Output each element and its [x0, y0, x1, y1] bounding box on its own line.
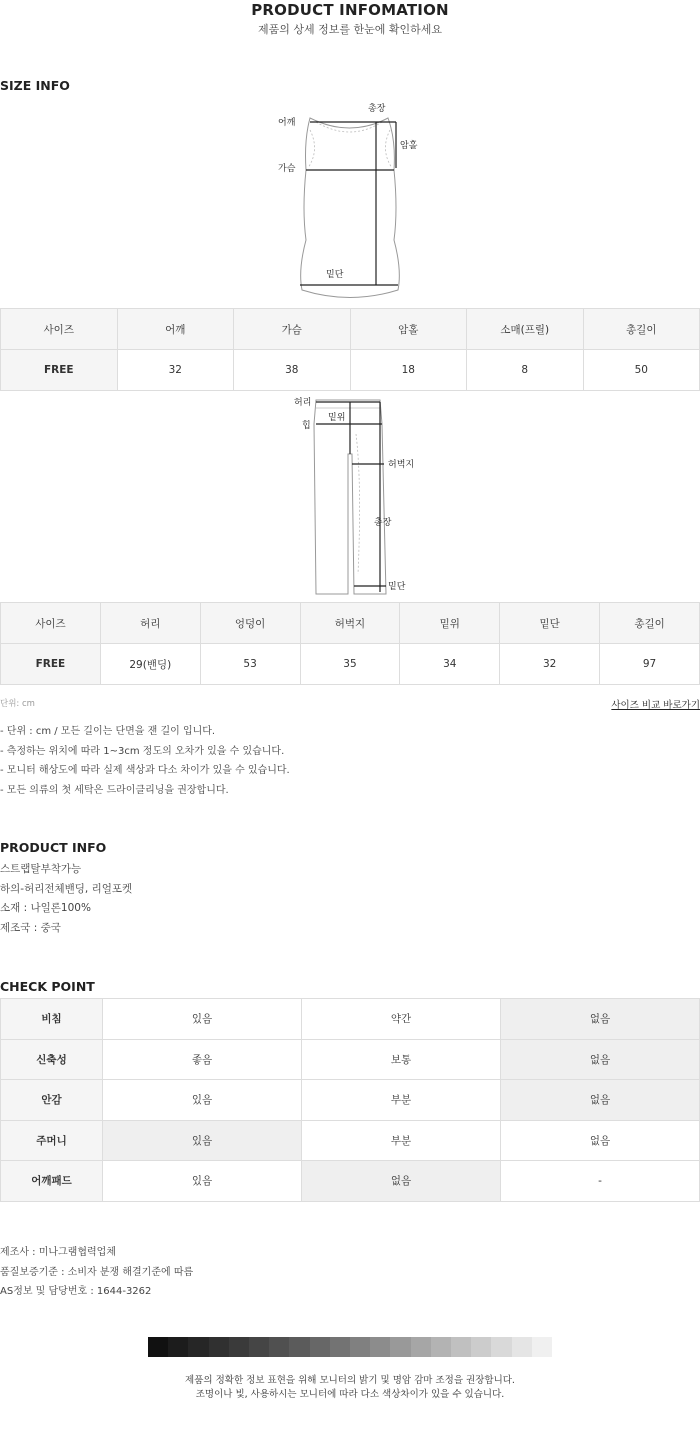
- table-cell: 32: [117, 350, 234, 391]
- top-size-table: [0, 308, 700, 391]
- grayscale-calibration-bar: [148, 1337, 552, 1357]
- monitor-disclaimer: [0, 1374, 700, 1401]
- check-option: 있음: [103, 1161, 302, 1202]
- pants-size-table: [0, 602, 700, 685]
- check-option: 없음: [501, 999, 700, 1040]
- page-title: PRODUCT INFOMATION: [251, 1, 449, 19]
- table-header-cell: 밑단: [500, 603, 600, 644]
- gray-swatch: [310, 1337, 330, 1357]
- gray-swatch: [370, 1337, 390, 1357]
- size-compare-link[interactable]: 사이즈 비교 바로가기: [611, 700, 700, 711]
- table-header-cell: 어깨: [117, 309, 234, 350]
- table-cell: 29(밴딩): [100, 644, 200, 685]
- table-header-cell: 사이즈: [1, 603, 101, 644]
- table-cell: 53: [200, 644, 300, 685]
- rise-label: 밑위: [328, 413, 346, 423]
- gray-swatch: [188, 1337, 208, 1357]
- note-line: - 단위 : cm / 모든 길이는 단면을 잰 길이 입니다.: [0, 726, 216, 737]
- check-label: 주머니: [1, 1120, 103, 1161]
- check-label: 비침: [1, 999, 103, 1040]
- check-row: [1, 999, 700, 1040]
- gray-swatch: [491, 1337, 511, 1357]
- note-line: - 측정하는 위치에 따라 1~3cm 정도의 오차가 있을 수 있습니다.: [0, 745, 285, 757]
- gray-swatch: [512, 1337, 532, 1357]
- hem-label: 밑단: [388, 582, 406, 592]
- table-cell: 97: [600, 644, 700, 685]
- check-point-title: CHECK POINT: [0, 979, 95, 994]
- shoulder-label: 어깨: [278, 118, 296, 128]
- table-row: [1, 644, 700, 685]
- table-cell: FREE: [1, 644, 101, 685]
- table-header-cell: 사이즈: [1, 309, 118, 350]
- check-option: 없음: [501, 1080, 700, 1121]
- table-cell: 8: [467, 350, 584, 391]
- length-label: 총장: [374, 518, 392, 528]
- check-option: 약간: [302, 999, 501, 1040]
- table-header-cell: 가슴: [234, 309, 351, 350]
- check-option: 없음: [302, 1161, 501, 1202]
- table-header-cell: 암홀: [350, 309, 467, 350]
- check-option: 없음: [501, 1120, 700, 1161]
- table-header-cell: 총길이: [583, 309, 700, 350]
- gray-swatch: [269, 1337, 289, 1357]
- gray-swatch: [330, 1337, 350, 1357]
- check-label: 안감: [1, 1080, 103, 1121]
- size-info-title: SIZE INFO: [0, 78, 70, 93]
- product-info-title: PRODUCT INFO: [0, 840, 107, 855]
- product-info-lines: [0, 860, 132, 938]
- chest-label: 가슴: [278, 164, 296, 174]
- check-option: 좋음: [103, 1039, 302, 1080]
- unit-note: 단위: cm: [0, 699, 35, 709]
- gray-swatch: [229, 1337, 249, 1357]
- product-info-line: 하의-허리전체밴딩, 리얼포켓: [0, 882, 133, 895]
- table-cell: 35: [300, 644, 400, 685]
- footer-line: AS정보 및 담당번호 : 1644-3262: [0, 1286, 152, 1297]
- table-cell: 18: [350, 350, 467, 391]
- table-header-cell: 엉덩이: [200, 603, 300, 644]
- table-header-cell: 허벅지: [300, 603, 400, 644]
- check-row: [1, 1039, 700, 1080]
- check-point-table: [0, 998, 700, 1202]
- armhole-label: 암홀: [400, 141, 418, 151]
- check-option: 있음: [103, 1120, 302, 1161]
- disclaimer-line: 제품의 정확한 정보 표현을 위해 모니터의 밝기 및 명암 감마 조정을 권장합니다.: [185, 1375, 515, 1386]
- table-cell: 34: [400, 644, 500, 685]
- check-option: -: [501, 1161, 700, 1202]
- note-line: - 모니터 해상도에 따라 실제 색상과 다소 차이가 있을 수 있습니다.: [0, 765, 290, 777]
- check-option: 보통: [302, 1039, 501, 1080]
- size-notes: [0, 722, 290, 800]
- gray-swatch: [289, 1337, 309, 1357]
- top-outline: [301, 118, 400, 298]
- gray-swatch: [350, 1337, 370, 1357]
- gray-swatch: [209, 1337, 229, 1357]
- gray-swatch: [249, 1337, 269, 1357]
- table-row: [1, 350, 700, 391]
- note-line: - 모든 의류의 첫 세탁은 드라이클리닝을 권장합니다.: [0, 784, 229, 796]
- product-info-line: 스트랩탈부착가능: [0, 863, 82, 875]
- check-row: [1, 1080, 700, 1121]
- manufacturer-info: [0, 1243, 193, 1302]
- table-header-cell: 총길이: [600, 603, 700, 644]
- table-cell: 32: [500, 644, 600, 685]
- check-row: [1, 1120, 700, 1161]
- check-label: 신축성: [1, 1039, 103, 1080]
- check-option: 있음: [103, 999, 302, 1040]
- table-cell: 38: [234, 350, 351, 391]
- check-row: [1, 1161, 700, 1202]
- table-header-row: [1, 309, 700, 350]
- top-garment-diagram: [270, 100, 430, 305]
- product-info-line: 소재 : 나일론100%: [0, 902, 91, 915]
- hip-label: 힙: [302, 421, 311, 431]
- table-header-cell: 소매(프릴): [467, 309, 584, 350]
- thigh-label: 허벅지: [388, 460, 415, 470]
- gray-swatch: [451, 1337, 471, 1357]
- hem-label: 밑단: [326, 270, 344, 280]
- table-header-cell: 밑위: [400, 603, 500, 644]
- check-option: 없음: [501, 1039, 700, 1080]
- check-option: 있음: [103, 1080, 302, 1121]
- table-header-cell: 허리: [100, 603, 200, 644]
- check-label: 어깨패드: [1, 1161, 103, 1202]
- check-option: 부분: [302, 1120, 501, 1161]
- check-option: 부분: [302, 1080, 501, 1121]
- gray-swatch: [411, 1337, 431, 1357]
- length-label: 총장: [368, 104, 386, 114]
- table-header-row: [1, 603, 700, 644]
- waist-label: 허리: [294, 398, 312, 408]
- pants-diagram: [290, 394, 420, 604]
- table-cell: FREE: [1, 350, 118, 391]
- gray-swatch: [471, 1337, 491, 1357]
- gray-swatch: [431, 1337, 451, 1357]
- gray-swatch: [168, 1337, 188, 1357]
- page-subtitle: 제품의 상세 정보를 한눈에 확인하세요: [257, 23, 442, 36]
- disclaimer-line: 조명이나 빛, 사용하시는 모니터에 따라 다소 색상차이가 있을 수 있습니다.: [195, 1388, 505, 1400]
- gray-swatch: [532, 1337, 552, 1357]
- footer-line: 제조사 : 미나그램협력업체: [0, 1247, 116, 1258]
- table-cell: 50: [583, 350, 700, 391]
- gray-swatch: [390, 1337, 410, 1357]
- gray-swatch: [148, 1337, 168, 1357]
- footer-line: 품질보증기준 : 소비자 분쟁 해결기준에 따름: [0, 1266, 194, 1278]
- product-info-line: 제조국 : 중국: [0, 921, 61, 934]
